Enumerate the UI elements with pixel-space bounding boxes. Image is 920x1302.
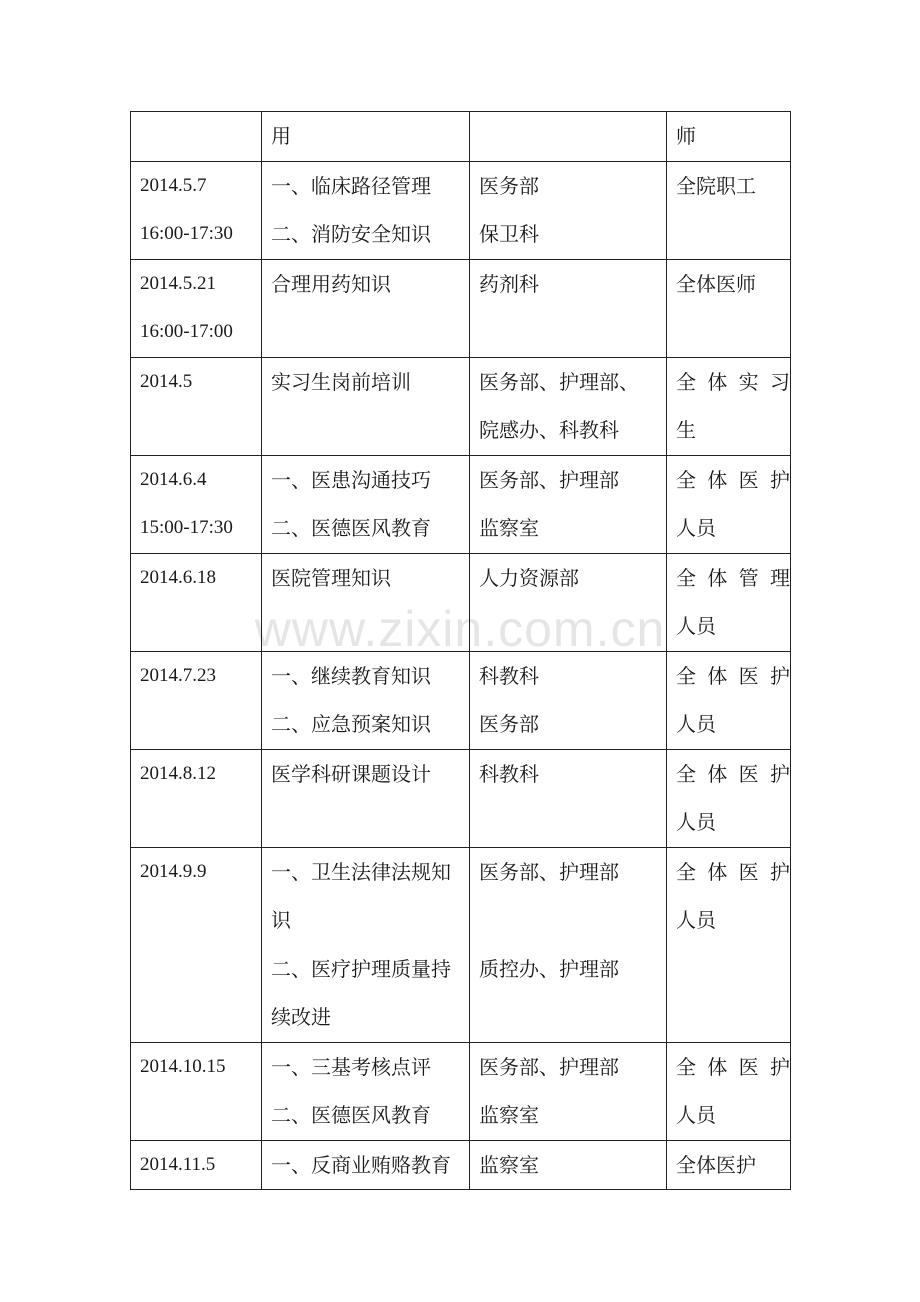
department-cell-line: 质控办、护理部 [479,956,619,981]
audience-cell-line: 全体医护 [676,467,790,492]
topic-cell [262,1042,470,1140]
topic-cell-line: 识 [271,908,291,932]
audience-cell-line: 全体管理 [676,565,790,590]
date-cell-line: 2014.7.23 [140,664,216,686]
header-cell-date [131,112,262,162]
department-cell [470,1042,667,1140]
date-cell [131,651,262,749]
topic-cell-line: 一、继续教育知识 [271,663,431,688]
audience-cell-line: 全体医师 [676,271,756,296]
date-cell-line: 2014.5.21 [140,272,216,294]
department-cell-line: 科教科 [479,761,539,786]
audience-cell [667,749,791,847]
topic-cell [262,749,470,847]
audience-cell [667,1042,791,1140]
department-cell-line: 医务部、护理部、 [479,369,639,394]
department-cell-line: 科教科 [479,663,539,688]
audience-cell-line: 生 [676,418,696,442]
audience-cell-line: 人员 [676,614,716,638]
department-cell-line: 院感办、科教科 [479,418,619,442]
topic-cell [262,1140,470,1190]
department-cell [470,357,667,455]
topic-cell-line: 一、卫生法律法规知 [271,859,451,884]
department-cell-line: 医务部 [479,173,539,198]
table-row [131,1140,791,1190]
audience-cell-line: 全体医护 [676,761,790,786]
header-cell-audience [667,112,791,162]
date-cell [131,259,262,357]
topic-cell [262,161,470,259]
department-cell-line: 医务部、护理部 [479,467,619,492]
topic-cell-line: 实习生岗前培训 [271,369,411,394]
topic-cell [262,357,470,455]
date-cell-line: 2014.6.4 [140,468,207,490]
department-cell-line: 保卫科 [479,222,539,246]
audience-cell-line: 全体医护 [676,1152,756,1177]
table-row [131,357,791,455]
department-cell [470,651,667,749]
department-cell-line: 医务部 [479,712,539,736]
audience-cell [667,651,791,749]
topic-cell-line: 合理用药知识 [271,271,391,296]
topic-cell-line: 二、消防安全知识 [271,222,431,246]
audience-cell-line: 全体医护 [676,859,790,884]
department-cell-line: 监察室 [479,516,539,540]
table-row [131,455,791,553]
audience-cell [667,847,791,1042]
audience-cell-line: 全体实习 [676,369,790,394]
date-cell-line: 2014.11.5 [140,1153,216,1175]
department-cell [470,553,667,651]
date-cell [131,455,262,553]
audience-cell [667,553,791,651]
audience-cell-line: 人员 [676,1103,716,1127]
topic-cell-line: 一、反商业贿赂教育 [271,1152,451,1177]
department-cell-line [479,896,666,945]
date-cell-line: 2014.9.9 [140,860,207,882]
date-cell-line: 2014.5.7 [140,174,207,196]
topic-cell [262,651,470,749]
date-cell-line: 2014.10.15 [140,1055,226,1077]
audience-cell-line: 人员 [676,712,716,736]
department-cell-line: 医务部、护理部 [479,859,619,884]
topic-cell [262,553,470,651]
topic-cell-line: 二、医疗护理质量持 [271,956,451,981]
department-cell-line: 药剂科 [479,271,539,296]
audience-cell-line: 全体医护 [676,1054,790,1079]
table-row [131,161,791,259]
topic-cell [262,455,470,553]
header-text-audience: 师 [676,124,696,148]
topic-cell-line: 二、医德医风教育 [271,1103,431,1127]
topic-cell-line: 续改进 [271,1005,331,1029]
department-cell [470,749,667,847]
department-cell [470,455,667,553]
department-cell-line: 监察室 [479,1103,539,1127]
topic-cell-line: 一、三基考核点评 [271,1054,431,1079]
department-cell [470,847,667,1042]
department-cell [470,259,667,357]
table-row [131,259,791,357]
audience-cell-line: 全院职工 [676,173,756,198]
audience-cell [667,259,791,357]
training-schedule-table [130,111,791,1190]
date-cell-line: 16:00-17:00 [140,321,233,342]
date-cell [131,161,262,259]
watermark: www.zixin.com.cn [254,601,666,657]
table-row [131,651,791,749]
date-cell [131,1140,262,1190]
topic-cell-line: 医学科研课题设计 [271,761,431,786]
department-cell [470,1140,667,1190]
topic-cell-line: 二、医德医风教育 [271,516,431,540]
date-cell [131,749,262,847]
topic-cell-line: 一、医患沟通技巧 [271,467,431,492]
audience-cell [667,1140,791,1190]
audience-cell-line: 全体医护 [676,663,790,688]
audience-cell [667,455,791,553]
date-cell [131,553,262,651]
date-cell-line: 16:00-17:30 [140,223,233,244]
date-cell [131,1042,262,1140]
table-row [131,1042,791,1140]
topic-cell-line: 二、应急预案知识 [271,712,431,736]
topic-cell-line: 一、临床路径管理 [271,173,431,198]
date-cell-line: 2014.5 [140,370,193,392]
audience-cell-line: 人员 [676,908,716,932]
topic-cell [262,847,470,1042]
date-cell [131,357,262,455]
date-cell [131,847,262,1042]
department-cell-line: 医务部、护理部 [479,1054,619,1079]
date-cell-line: 2014.8.12 [140,762,216,784]
department-cell-line: 监察室 [479,1152,539,1177]
topic-cell [262,259,470,357]
audience-cell-line: 人员 [676,810,716,834]
table-row [131,847,791,1042]
audience-cell [667,357,791,455]
header-cell-dept [470,112,667,162]
topic-cell-line: 医院管理知识 [271,565,391,590]
header-cell-topic [262,112,470,162]
table-row [131,553,791,651]
table-row [131,749,791,847]
table-header-row [131,112,791,162]
date-cell-line: 2014.6.18 [140,566,216,588]
header-text-topic: 用 [271,124,291,148]
audience-cell-line: 人员 [676,516,716,540]
department-cell-line: 人力资源部 [479,565,579,590]
date-cell-line: 15:00-17:30 [140,517,233,538]
audience-cell [667,161,791,259]
department-cell [470,161,667,259]
